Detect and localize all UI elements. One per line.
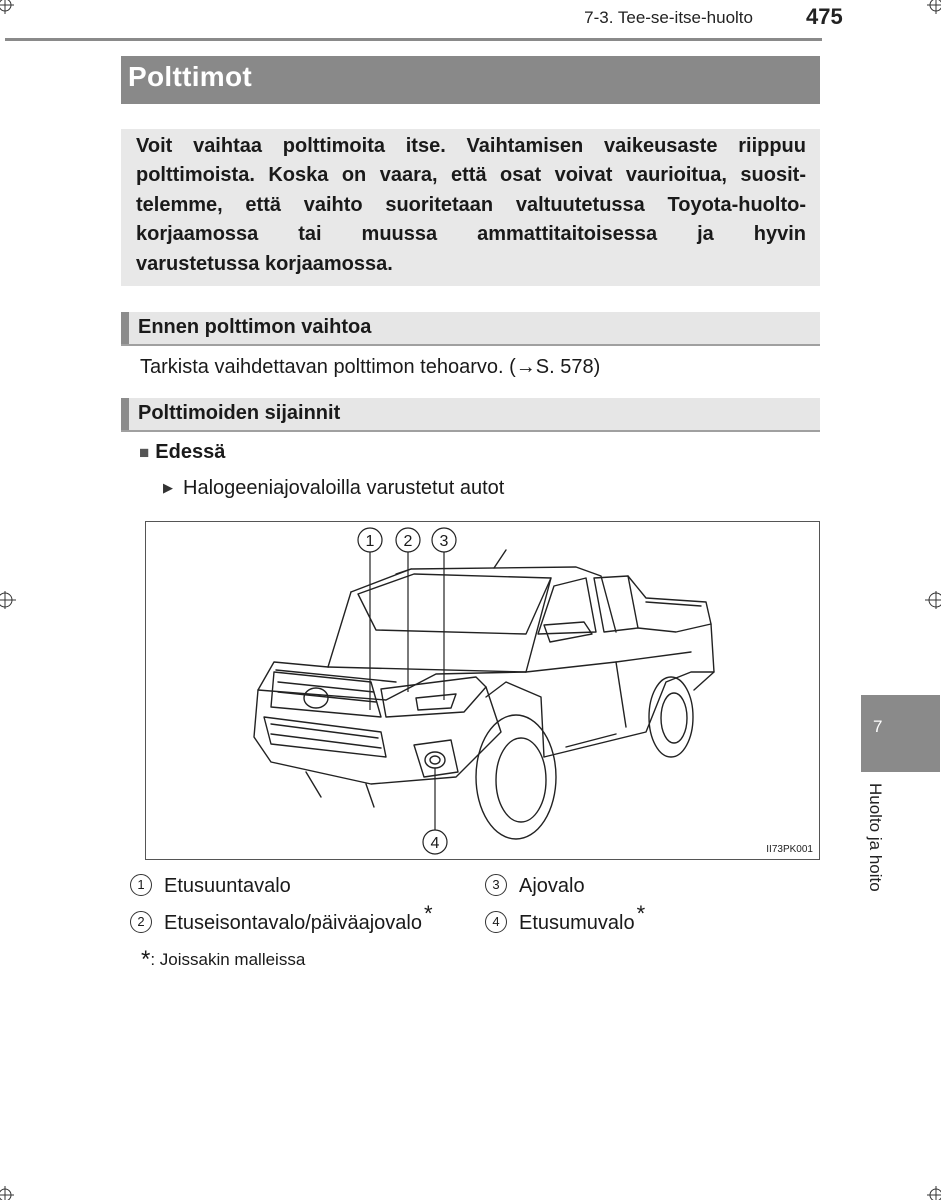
crop-mark-right [919,589,941,611]
crop-mark-top-right [919,0,941,22]
intro-text: Voit vaihtaa polttimoita itse. Vaihtamisen vaikeusaste riippuu polttimoista. Koska on vaara, että osat voivat vaurioitua, suosit- telemme, että vaihto suoritetaan valtuutetussa Toyota-huolto- korjaamossa tai muussa ammattitaitoisessa ja hyvin varustetussa korjaamossa. [136,135,806,275]
legend-item-2: 2 Etuseisontavalo/päiväajovalo* [130,909,433,935]
square-bullet-icon: ■ [139,443,150,462]
crop-mark-bottom-left [0,1178,22,1200]
section-heading-text: Ennen polttimon vaihtoa [138,316,372,338]
svg-text:2: 2 [403,533,413,550]
section-heading-before-replacing [121,312,820,346]
callout-2 [396,528,420,552]
triangle-bullet-icon: ▶ [163,480,173,495]
legend-item-3: 3 Ajovalo [485,875,585,898]
svg-text:3: 3 [439,533,449,550]
svg-text:4: 4 [430,835,440,852]
callout-1 [358,528,382,552]
chapter-number: 7 [873,717,883,736]
footnote: *: Joissakin malleissa [141,946,306,973]
figure-code: II73PK001 [766,844,813,855]
variant-halogen: ▶ Halogeeniajovaloilla varustetut autot [163,477,505,499]
callout-4 [423,830,447,854]
truck-drawing [146,522,819,859]
subheading-front: ■ Edessä [139,441,226,463]
section-heading-bulb-locations [121,398,820,432]
page-title: Polttimot [128,61,253,92]
truck-illustration [145,521,820,860]
chapter-title: Huolto ja hoito [866,783,885,892]
crop-mark-left [0,589,22,611]
legend-item-4: 4 Etusumuvalo* [485,909,645,935]
callout-3 [432,528,456,552]
header-rule [5,38,822,41]
legend-item-1: 1 Etusuuntavalo [130,875,291,898]
svg-text:1: 1 [365,533,375,550]
page-title-bar [121,56,820,104]
section-heading-text: Polttimoiden sijainnit [138,402,341,424]
page-number: 475 [806,4,843,29]
intro-box [121,129,820,286]
wattage-check-text: Tarkista vaihdettavan polttimon tehoarvo. (→S. 578) [140,356,601,378]
chapter-tab [861,695,940,772]
section-label: 7-3. Tee-se-itse-huolto [584,8,753,27]
crop-mark-top-left [0,0,22,22]
crop-mark-bottom-right [919,1178,941,1200]
